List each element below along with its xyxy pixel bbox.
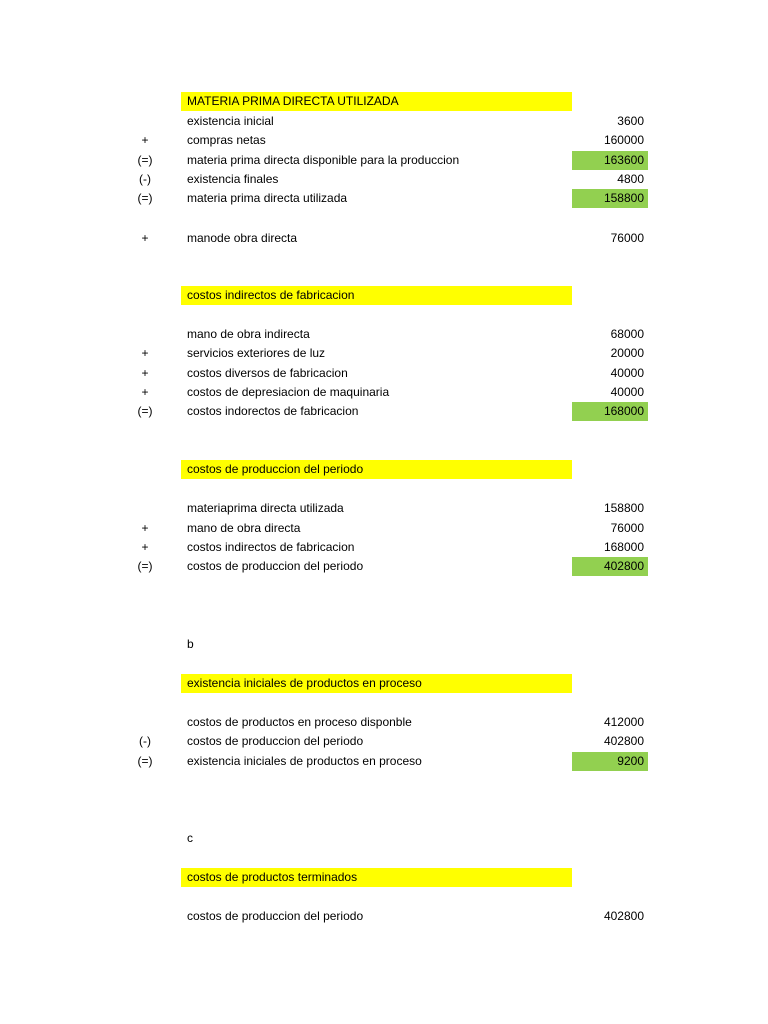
row-label: compras netas	[187, 133, 266, 147]
row-value: 3600	[617, 114, 644, 128]
row-value: 158800	[603, 501, 644, 515]
row-total-value: 402800	[572, 557, 648, 576]
row-label: costos indirectos de fabricacion	[187, 540, 355, 554]
table-row	[0, 519, 768, 538]
table-row	[0, 499, 768, 518]
row-value: 40000	[610, 366, 644, 380]
row-sign: +	[141, 346, 149, 360]
row-label: costos indorectos de fabricacion	[187, 404, 359, 418]
row-sign: (=)	[137, 754, 153, 768]
row-sign: +	[141, 133, 149, 147]
row-label: costos de produccion del periodo	[187, 909, 364, 923]
row-label: costos de produccion del periodo	[187, 559, 364, 573]
row-total-value: 163600	[572, 151, 648, 170]
row-value: 168000	[603, 540, 644, 554]
row-total-value: 158800	[572, 189, 648, 208]
row-label: existencia finales	[187, 172, 279, 186]
section-title-productos-terminados: costos de productos terminados	[181, 868, 572, 887]
row-total-value: 9200	[572, 752, 648, 771]
row-label: existencia iniciales de productos en proceso	[187, 754, 422, 768]
table-row	[0, 402, 768, 421]
row-value: 76000	[610, 231, 644, 245]
table-row	[0, 344, 768, 363]
row-label: mano de obra directa	[187, 521, 301, 535]
table-row	[0, 557, 768, 576]
table-row	[0, 170, 768, 189]
row-sign: (=)	[137, 191, 153, 205]
row-value: 20000	[610, 346, 644, 360]
row-value: 76000	[610, 521, 644, 535]
table-row	[0, 151, 768, 170]
row-sign: (-)	[139, 172, 151, 186]
row-label: servicios exteriores de luz	[187, 346, 326, 360]
table-row	[0, 364, 768, 383]
row-sign: (=)	[137, 153, 153, 167]
row-value: 68000	[610, 327, 644, 341]
row-sign: (=)	[137, 404, 153, 418]
row-label: existencia inicial	[187, 114, 274, 128]
table-row	[0, 229, 768, 248]
row-value: 4800	[617, 172, 644, 186]
table-row	[0, 752, 768, 771]
table-row	[0, 383, 768, 402]
table-row	[0, 112, 768, 131]
row-value: 160000	[603, 133, 644, 147]
row-label: costos de depresiacion de maquinaria	[187, 385, 390, 399]
table-row	[0, 131, 768, 150]
row-label: costos diversos de fabricacion	[187, 366, 348, 380]
table-row	[0, 713, 768, 732]
section-letter-b: b	[187, 637, 194, 651]
row-label: materia prima directa utilizada	[187, 191, 348, 205]
row-value: 402800	[603, 734, 644, 748]
table-row	[0, 732, 768, 751]
section-title-materia-prima: MATERIA PRIMA DIRECTA UTILIZADA	[181, 92, 572, 111]
row-label: materiaprima directa utilizada	[187, 501, 344, 515]
row-sign: +	[141, 521, 149, 535]
row-sign: (=)	[137, 559, 153, 573]
row-sign: +	[141, 231, 149, 245]
row-sign: +	[141, 540, 149, 554]
section-title-costos-indirectos: costos indirectos de fabricacion	[181, 286, 572, 305]
table-row	[0, 538, 768, 557]
row-label: materia prima directa disponible para la produccion	[187, 153, 460, 167]
row-total-value: 168000	[572, 402, 648, 421]
table-row	[0, 189, 768, 208]
row-sign: +	[141, 366, 149, 380]
section-title-costos-produccion: costos de produccion del periodo	[181, 460, 572, 479]
table-row	[0, 325, 768, 344]
table-row	[0, 907, 768, 926]
row-value: 412000	[603, 715, 644, 729]
row-label: costos de produccion del periodo	[187, 734, 364, 748]
row-sign: (-)	[139, 734, 151, 748]
section-letter-c: c	[187, 831, 193, 845]
row-value: 402800	[603, 909, 644, 923]
row-sign: +	[141, 385, 149, 399]
row-label: costos de productos en proceso disponble	[187, 715, 412, 729]
row-value: 40000	[610, 385, 644, 399]
row-label: mano de obra indirecta	[187, 327, 310, 341]
section-title-existencia-iniciales: existencia iniciales de productos en proceso	[181, 674, 572, 693]
row-label: manode obra directa	[187, 231, 298, 245]
